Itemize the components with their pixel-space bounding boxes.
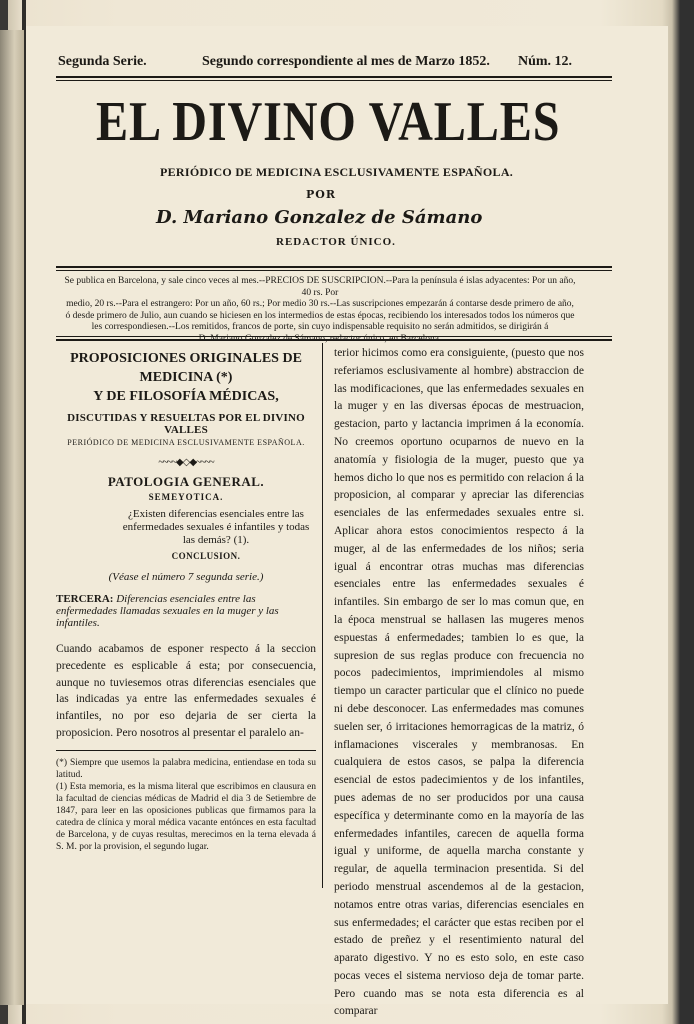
masthead-subtitle: PERIÓDICO DE MEDICINA ESCLUSIVAMENTE ESPAÑOLA. bbox=[160, 165, 514, 179]
issue-date: Segundo correspondiente al mes de Marzo 1852. bbox=[202, 54, 490, 69]
top-rule-thin bbox=[56, 80, 612, 81]
masthead-rule bbox=[56, 266, 612, 268]
binding-edge bbox=[0, 30, 24, 1005]
tercera-text: Diferencias esenciales entre las enfermedades llamadas sexuales en la muger y las infantiles. bbox=[56, 593, 279, 629]
article-periodico: PERIÓDICO DE MEDICINA ESCLUSIVAMENTE ESPAÑOLA. bbox=[67, 438, 305, 447]
top-rule bbox=[56, 76, 612, 78]
tercera-label: TERCERA: bbox=[56, 593, 114, 605]
subscription-line: medio, 20 rs.--Para el estrangero: Por un año, 60 rs.; Por medio 30 rs.--Las suscripciones empezarán á contarse desde primero de año, bbox=[66, 299, 574, 309]
issue-number: Núm. 12. bbox=[518, 54, 573, 69]
footnote-2: (1) Esta memoria, es la misma literal que escribimos en clausura en la facultad de ciencias médicas de Madrid el dia 3 de Setiembre de 1847, para leer en las oposiciones publicas que firmamos para la catedra de clínica y moral médica vacante entónces en esta facultad de Barcelona, y de cuyas resultas, merecimos en la terna elevada á S. M. por la provision, el segundo lugar. bbox=[56, 781, 316, 852]
conclusion-heading: CONCLUSION. bbox=[171, 551, 241, 561]
article-title-line1: PROPOSICIONES ORIGINALES DE MEDICINA (*) bbox=[70, 351, 302, 385]
article-title-line2: Y DE FILOSOFÍA MÉDICAS, bbox=[93, 389, 279, 404]
subscription-line: les correspondiesen.--Los remitidos, francos de porte, sin cuyo indispensable requisito no serán admitidos, se dirigirán á bbox=[91, 322, 549, 332]
masthead-por: POR bbox=[306, 188, 336, 201]
subsection-heading: SEMEYOTICA. bbox=[148, 492, 224, 502]
notice-rule bbox=[56, 336, 612, 337]
editor-name: D. Mariano Gonzalez de Sámano bbox=[156, 207, 483, 228]
subscription-line: ó desde primero de Julio, aun cuando se hiciesen en los intermedios de estas épocas, recibiendo los interesados todos los números que bbox=[65, 310, 575, 321]
column-divider bbox=[322, 343, 323, 888]
section-heading: PATOLOGIA GENERAL. bbox=[107, 474, 265, 489]
see-reference: (Véase el número 7 segunda serie.) bbox=[108, 571, 264, 583]
right-column bbox=[334, 345, 584, 1021]
article-title bbox=[56, 349, 316, 406]
article-discussed: DISCUTIDAS Y RESUELTAS POR EL DIVINO VALLES bbox=[67, 412, 305, 436]
question-text: ¿Existen diferencias esenciales entre las enfermedades sexuales é infantiles y todas las demás? (1). bbox=[122, 508, 310, 546]
footnote-rule bbox=[56, 750, 316, 751]
editor-role: REDACTOR ÚNICO. bbox=[276, 236, 396, 248]
notice-rule-thick bbox=[56, 339, 612, 341]
ornament-divider: ~~~~◆◇◆~~~~ bbox=[158, 457, 214, 468]
left-column bbox=[56, 345, 316, 853]
footnote-1: (*) Siempre que usemos la palabra medicina, entiendase en toda su latitud. bbox=[56, 757, 316, 780]
subscription-line: Se publica en Barcelona, y sale cinco veces al mes.--PRECIOS DE SUSCRIPCION.--Para la península é islas adyacentes: Por un año, 40 rs. Por bbox=[64, 276, 576, 298]
subscription-notice bbox=[64, 276, 576, 345]
masthead-title: EL DIVINO VALLES bbox=[96, 91, 561, 153]
tercera-heading bbox=[56, 593, 316, 629]
series-label: Segunda Serie. bbox=[58, 54, 147, 69]
right-paragraph: terior hicimos como era consiguiente, (puesto que nos referiamos esclusivamente al hombre) abstraccion de las modificaciones, que las enfermedades sexuales en la muger y en las diversas épocas de mestruacion, gestacion, parto y lactancia imprimen á la economía. No creemos oportuno ocuparnos de nuevo en la anatomía y fisiologia de la muger, puesto que ya hemos dicho lo que nos es permitido con relacion á la proposicion, al comparar y apreciar las diferencias esenciales de las enfermedades sexuales entre si. Aplicar ahora estos conocimientos respecto á la muger, al de las enfermedades de los niños; seria igual á encontrar otras muchas mas diferencias esenciales entre las enfermedades sexuales é infantiles. Sin embargo de ser lo mas comun que, en la época menstrual se hallasen las mugeres menos espuestas á enfermedades; tambien lo es que, la supresion de sus reglas produce con frecuencia no pocos padecimientos, imprimiendoles al mismo tiempo un caracter particular que el clínico no puede ni debe desconocer. Las enfermedades mas comunes suelen ser, ó irritaciones hemorragicas de la matriz, ó inflamaciones viscerales y membranosas. En cualquiera de estos casos, se palpa la diferencia esencial de estos padecimientos y de los infantiles, pues ademas de no ser producidos por una causa específica y determinante como en la mayoría de las enfermedades infantiles, carecen de aquella forma igual y uniforme, de aquella marcha constante y regular, de aquella terminacion presentida. Si del periodo menstrual ascendemos al de la gestacion, notamos entre otras varias, diferencias esenciales en sus enfermedades; el carácter que estas reciben por el estado de preñez y el resentimiento natural del aparato digestivo. Y no es esto solo, en este caso pocas veces el sistema nervioso deja de tomar parte. Pero cuando mas se nota esta diferencia es al comparar bbox=[334, 347, 584, 1018]
masthead-rule-thin bbox=[56, 270, 612, 271]
left-paragraph: Cuando acabamos de esponer respecto á la seccion precedente es esplicable á esta; por consecuencia, aunque no tuviesemos otras diferencias esenciales que las indicadas ya entre las enfermedades sexuales é infantiles, no por eso dejaria de ser cierta la proposicion. Pero nosotros al presentar el paralelo an- bbox=[56, 643, 316, 739]
